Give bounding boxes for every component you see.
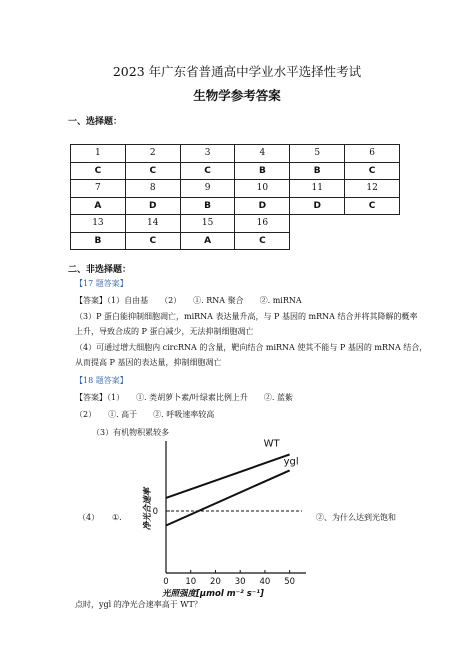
answer-cell: C xyxy=(180,162,235,180)
question-number-cell xyxy=(345,215,400,233)
answer-cell: C xyxy=(125,232,180,250)
q17-answer-line: 从而提高 P 基因的表达量，抑制细胞凋亡 xyxy=(75,358,222,367)
doc-title: 2023 年广东省普通高中学业水平选择性考试 xyxy=(112,64,362,79)
x-tick-label: 50 xyxy=(284,577,296,587)
y-axis-label: 净光合速率 xyxy=(143,487,153,531)
answer-table xyxy=(70,144,400,250)
x-tick-label: 10 xyxy=(185,577,197,587)
q18-part4-item1: ①. xyxy=(112,513,122,522)
answer-cell: B xyxy=(235,162,290,180)
question-number-cell: 13 xyxy=(71,215,126,233)
question-number-cell: 15 xyxy=(180,215,235,233)
series-line xyxy=(166,470,290,525)
answer-cell: B xyxy=(180,197,235,215)
series-line xyxy=(166,454,290,498)
x-tick-label: 30 xyxy=(234,577,246,587)
question-number-cell: 12 xyxy=(345,180,400,198)
question-number-cell: 5 xyxy=(290,145,345,163)
answer-cell: A xyxy=(71,197,126,215)
answer-cell xyxy=(345,232,400,250)
q18-part4-prefix: （4） xyxy=(78,513,100,522)
question-number-cell: 2 xyxy=(125,145,180,163)
answer-cell: C xyxy=(345,197,400,215)
answer-cell: C xyxy=(235,232,290,250)
table-row xyxy=(71,162,400,180)
section-heading-nonchoice: 二、非选择题： xyxy=(68,265,132,275)
question-number-cell: 3 xyxy=(180,145,235,163)
answer-cell: B xyxy=(290,162,345,180)
question-number-cell: 14 xyxy=(125,215,180,233)
question-number-cell: 11 xyxy=(290,180,345,198)
question-number-cell: 6 xyxy=(345,145,400,163)
q18-answer-line: （2） ①. 高于 ②. 呼吸速率较高 xyxy=(75,410,215,419)
q18-answer-line: 【答案】（1） ①. 类胡萝卜素/叶绿素比例上升 ②. 蓝紫 xyxy=(75,393,293,402)
answer-cell: C xyxy=(345,162,400,180)
answer-cell: D xyxy=(125,197,180,215)
section-heading-choice: 一、选择题： xyxy=(68,117,123,127)
answer-cell: A xyxy=(180,232,235,250)
table-row xyxy=(71,145,400,163)
photosynthesis-chart xyxy=(130,437,312,599)
question-number-cell: 16 xyxy=(235,215,290,233)
question-number-cell: 4 xyxy=(235,145,290,163)
q18-tag: 【18 题答案】 xyxy=(75,376,128,385)
series-label: ygl xyxy=(283,456,299,468)
answer-cell xyxy=(290,232,345,250)
answer-cell: C xyxy=(71,162,126,180)
x-tick-label: 0 xyxy=(163,577,169,587)
q17-answer-line: （4）可通过增大细胞内 circRNA 的含量，靶向结合 miRNA 使其不能与 P 基因的 mRNA 结合， xyxy=(75,343,428,352)
q18-part4-end: 点时，ygl 的净光合速率高于 WT？ xyxy=(75,600,202,609)
answer-cell: C xyxy=(125,162,180,180)
x-tick-label: 40 xyxy=(259,577,271,587)
table-row xyxy=(71,215,400,233)
table-row xyxy=(71,197,400,215)
question-number-cell xyxy=(290,215,345,233)
question-number-cell: 7 xyxy=(71,180,126,198)
answer-cell: B xyxy=(71,232,126,250)
question-number-cell: 1 xyxy=(71,145,126,163)
q18-answer-line: （3）有机物积累较多 xyxy=(92,428,170,437)
q17-answer-line: （3）P 蛋白能抑制细胞凋亡，miRNA 表达量升高，与 P 基因的 mRNA 结合并将其降解的概率 xyxy=(75,312,418,321)
x-axis-label: 光照强度[μmol m⁻² s⁻¹] xyxy=(162,589,264,599)
table-row xyxy=(71,232,400,250)
q18-part4-item2: ②、为什么达到光饱和 xyxy=(316,513,396,522)
doc-subtitle: 生物学参考答案 xyxy=(193,88,281,103)
q17-tag: 【17 题答案】 xyxy=(75,279,128,288)
y-tick-label: 0 xyxy=(152,507,158,517)
question-number-cell: 10 xyxy=(235,180,290,198)
q17-answer-line: 【答案】（1）自由基 （2） ①. RNA 聚合 ②. miRNA xyxy=(75,296,302,305)
answer-cell: D xyxy=(290,197,345,215)
series-label: WT xyxy=(263,438,280,450)
question-number-cell: 8 xyxy=(125,180,180,198)
answer-cell: D xyxy=(235,197,290,215)
x-tick-label: 20 xyxy=(210,577,221,587)
table-row xyxy=(71,180,400,198)
question-number-cell: 9 xyxy=(180,180,235,198)
q17-answer-line: 上升，导致合成的 P 蛋白减少，无法抑制细胞凋亡 xyxy=(75,327,254,336)
